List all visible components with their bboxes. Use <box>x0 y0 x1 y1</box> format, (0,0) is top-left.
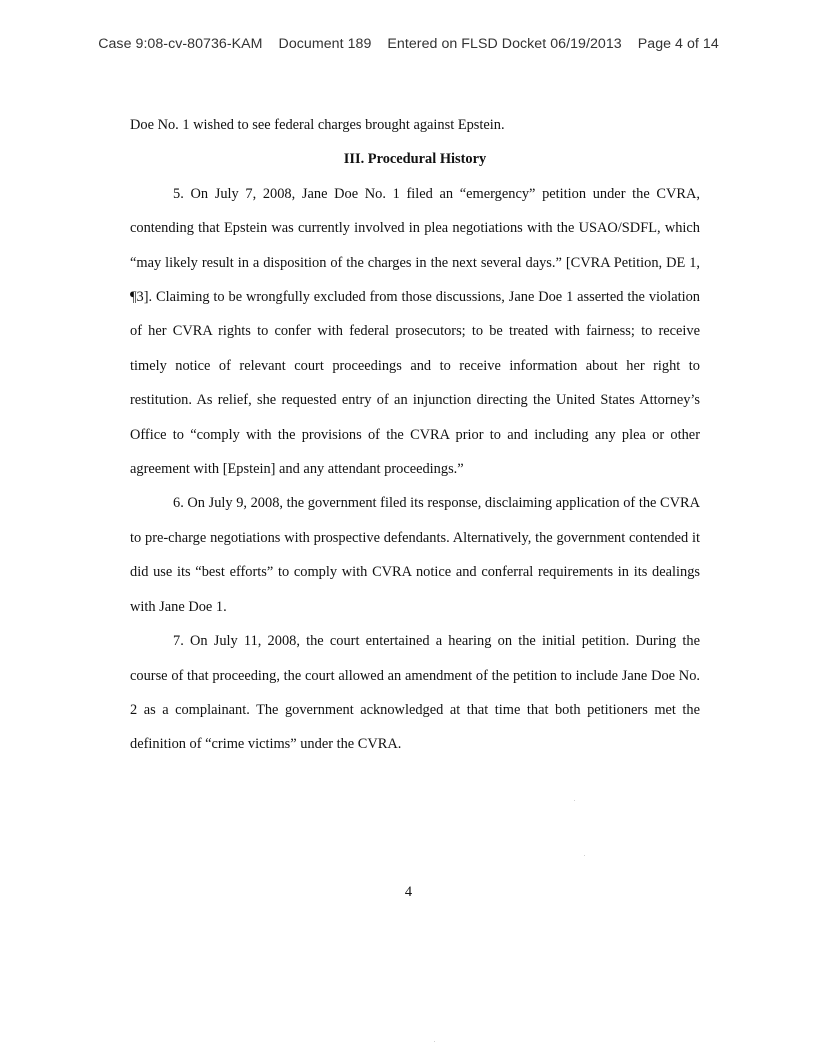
document-body <box>130 108 700 762</box>
scan-speck <box>584 855 585 856</box>
scan-speck <box>434 1041 435 1042</box>
docket-header <box>0 36 817 52</box>
paragraph-6: 6. On July 9, 2008, the government filed its response, disclaiming application of the CVRA to pre-charge negotiations with prospective defendants. Alternatively, the government contended it did use its “best efforts” to comply with CVRA notice and conferral requirements in its dealings with Jane Doe 1. <box>130 495 700 615</box>
page-number: 4 <box>404 884 413 900</box>
continuation-line: Doe No. 1 wished to see federal charges brought against Epstein. <box>130 117 505 133</box>
document-number: Document 189 <box>278 36 372 52</box>
page-indicator: Page 4 of 14 <box>637 36 719 52</box>
section-heading: III. Procedural History <box>343 151 487 168</box>
paragraph-7: 7. On July 11, 2008, the court entertained a hearing on the initial petition. During the course of that proceeding, the court allowed an amendment of the petition to include Jane Doe No. 2 as a complainant. The government acknowledged at that time that both petitioners met the definition of “crime victims” under the CVRA. <box>130 633 700 753</box>
paragraph-5: 5. On July 7, 2008, Jane Doe No. 1 filed an “emergency” petition under the CVRA, contending that Epstein was currently involved in plea negotiations with the USAO/SDFL, which “may likely result in a disposition of the charges in the next several days.” [CVRA Petition, DE 1, ¶3]. Claiming to be wrongfully excluded from those discussions, Jane Doe 1 asserted the violation of her CVRA rights to confer with federal prosecutors; to be treated with fairness; to receive timely notice of relevant court proceedings and to receive information about her right to restitution. As relief, she requested entry of an injunction directing the United States Attorney’s Office to “comply with the provisions of the CVRA prior to and including any plea or other agreement with [Epstein] and any attendant proceedings.” <box>130 185 700 478</box>
case-number: Case 9:08-cv-80736-KAM <box>98 36 263 52</box>
scan-speck <box>574 800 575 801</box>
docket-entry-date: Entered on FLSD Docket 06/19/2013 <box>387 36 622 52</box>
